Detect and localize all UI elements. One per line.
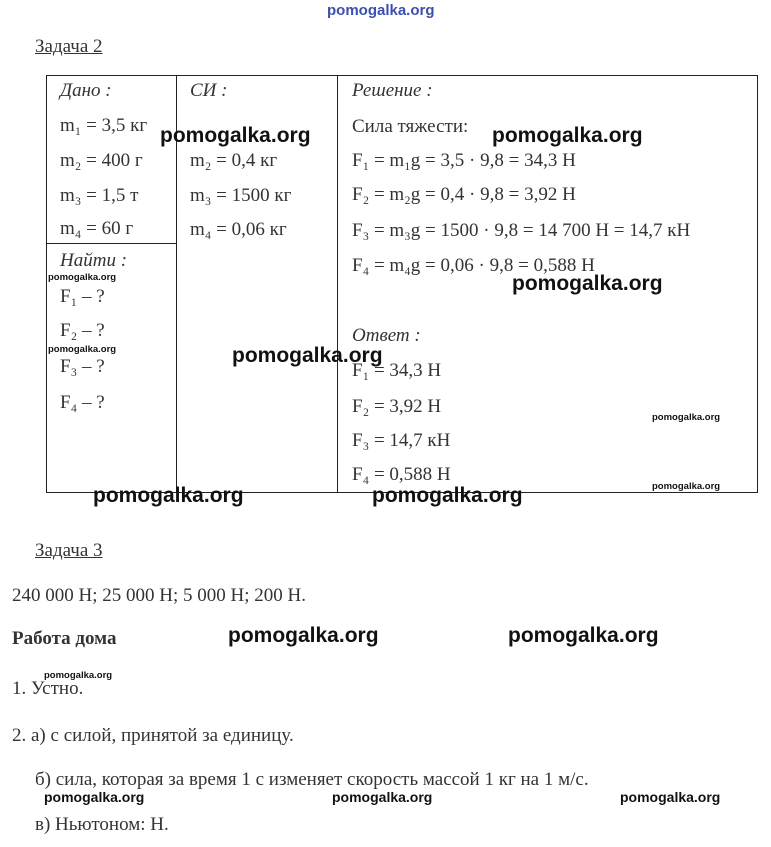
- solution-header: Решение :: [352, 80, 433, 101]
- watermark: pomogalka.org: [652, 412, 721, 423]
- watermark-top: pomogalka.org: [327, 2, 435, 19]
- si-header: СИ :: [190, 80, 228, 101]
- table-right-border: [757, 75, 758, 493]
- given-header: Дано :: [60, 80, 112, 101]
- home-item: б) сила, которая за время 1 с изменяет скорость массой 1 кг на 1 м/с.: [35, 769, 589, 790]
- table-left-border: [46, 75, 47, 493]
- task3-title: Задача 3: [35, 540, 103, 561]
- home-item: в) Ньютоном: Н.: [35, 814, 169, 835]
- watermark: pomogalka.org: [512, 272, 663, 295]
- given-row: m₄ = 60 г: [60, 218, 134, 239]
- solution-row: F₁ = m₁g = 3,5 · 9,8 = 34,3 Н: [352, 150, 576, 171]
- given-row: m₃ = 1,5 т: [60, 185, 139, 206]
- task3-text: 240 000 Н; 25 000 Н; 5 000 Н; 200 Н.: [12, 585, 306, 606]
- watermark: pomogalka.org: [228, 624, 379, 647]
- solution-row: F₄ = m₄g = 0,06 · 9,8 = 0,588 Н: [352, 255, 595, 276]
- watermark: pomogalka.org: [44, 789, 145, 805]
- watermark: pomogalka.org: [93, 484, 244, 507]
- watermark: pomogalka.org: [652, 481, 721, 492]
- find-header: Найти :: [60, 250, 128, 271]
- answer-header: Ответ :: [352, 325, 421, 346]
- solution-row: F₃ = m₃g = 1500 · 9,8 = 14 700 Н = 14,7 кН: [352, 220, 691, 241]
- watermark: pomogalka.org: [232, 344, 383, 367]
- watermark: pomogalka.org: [372, 484, 523, 507]
- watermark: pomogalka.org: [48, 272, 117, 283]
- home-title: Работа дома: [12, 628, 117, 649]
- watermark: pomogalka.org: [160, 124, 311, 147]
- watermark: pomogalka.org: [620, 789, 721, 805]
- answer-row: F₂ = 3,92 Н: [352, 396, 442, 417]
- find-row: F₂ – ?: [60, 320, 105, 341]
- find-row: F₃ – ?: [60, 356, 105, 377]
- si-row: m₃ = 1500 кг: [190, 185, 292, 206]
- watermark: pomogalka.org: [508, 624, 659, 647]
- table-top-border: [46, 75, 758, 76]
- watermark: pomogalka.org: [48, 344, 117, 355]
- watermark: pomogalka.org: [44, 670, 113, 681]
- home-item: 2. а) с силой, принятой за единицу.: [12, 725, 294, 746]
- answer-row: F₄ = 0,588 Н: [352, 464, 451, 485]
- watermark: pomogalka.org: [332, 789, 433, 805]
- home-item: 1. Устно.: [12, 678, 84, 699]
- given-row: m₂ = 400 г: [60, 150, 143, 171]
- si-row: m₂ = 0,4 кг: [190, 150, 278, 171]
- watermark: pomogalka.org: [492, 124, 643, 147]
- si-row: m₄ = 0,06 кг: [190, 219, 287, 240]
- given-find-divider: [46, 243, 177, 244]
- answer-row: F₁ = 34,3 Н: [352, 360, 442, 381]
- task2-title: Задача 2: [35, 36, 103, 57]
- solution-intro: Сила тяжести:: [352, 116, 469, 137]
- table-divider-2: [337, 75, 338, 493]
- find-row: F₄ – ?: [60, 392, 105, 413]
- find-row: F₁ – ?: [60, 286, 105, 307]
- answer-row: F₃ = 14,7 кН: [352, 430, 451, 451]
- solution-row: F₂ = m₂g = 0,4 · 9,8 = 3,92 Н: [352, 184, 576, 205]
- given-row: m₁ = 3,5 кг: [60, 115, 148, 136]
